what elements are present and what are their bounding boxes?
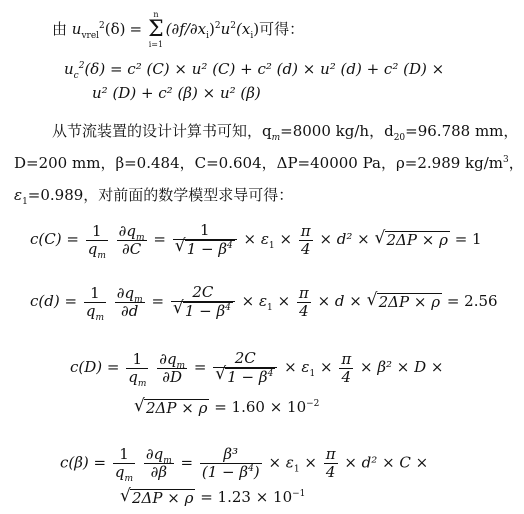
para-line2-sup: 3 [503,155,509,165]
eqc-lhs: c(C) = [30,230,79,248]
eqb-f2-num [144,446,174,464]
para-line1-sub: m [271,133,281,143]
sum-top: n [153,10,159,19]
eqd-rest: × ε [241,292,268,310]
lhs-sub: vrel [81,31,100,41]
equation-c-D-cont [134,398,319,417]
eqb-lhs: c(β) = [60,453,107,472]
eqc-rest3: × d² × [319,230,370,248]
para-line1-sub2: 20 [393,133,406,143]
eqD-frac3 [213,350,277,386]
para-line-2 [14,154,524,172]
equation-c-beta-cont [120,488,305,507]
eqD-f1-den-q: q [128,367,138,386]
eqd-f2-num [115,285,145,303]
uc-rest: (δ) = c² (C) × u² (C) + c² (d) × u² (d) + c² (D) × [84,60,445,78]
sigma-symbol: Σ [148,17,164,42]
eqd-eq: = [151,292,165,310]
term-sub: i [206,31,209,41]
para-line3-rest: =0.989，对前面的数学模型求导可得： [27,186,294,204]
term-close: ) [209,20,215,38]
eqd-frac3 [171,284,235,320]
eqd-lhs: c(d) = [30,292,78,310]
eqb-frac2 [144,446,174,481]
eqD-result: = 1.60 × 10 [214,398,307,416]
eqb-rest3: × d² × C × [344,453,429,472]
eqc-rest-sub: 1 [268,241,275,251]
intro-suffix: 可得： [259,20,305,38]
u-arg-sub: i [250,31,254,41]
eqc-f1-num: 1 [86,223,108,241]
eqc-f3-sqrt [175,240,235,258]
eqc-sqrt [375,231,450,249]
eqc-frac3 [173,222,237,258]
eqd-f1-den-q: q [85,301,96,320]
eqc-f3-rad [185,240,235,258]
para-line2-end: ， [508,154,524,172]
formula-uc-line1 [64,60,445,81]
eqb-f2-num-text: ∂q [145,445,164,463]
eqb-rest: × ε [268,453,294,472]
eqD-f1-den [126,367,148,389]
uc-sub: c [73,71,79,81]
term: (∂f/∂x [165,20,207,38]
u: u [220,20,231,38]
equation-c-C [30,221,482,261]
eqc-f3-den [173,240,237,258]
u-sup: 2 [230,21,236,31]
eqb-pi-frac [324,446,338,481]
eqd-f3-den-sup: 4 [225,303,231,313]
eqc-f2-den: ∂C [121,239,142,258]
lhs-u: u [71,20,82,38]
eqd-pi-num: π [298,283,309,302]
eqd-rad: 2ΔP × ρ [378,293,441,311]
eqb-f3-num: β³ [200,446,262,464]
uc-u: u [64,60,74,78]
eqD-f3-sqrt [215,368,275,386]
eqD-eq: = [193,358,207,376]
para-line3-epsilon: ε [14,186,23,204]
eqc-pi-num: π [300,221,311,240]
eqd-frac1 [84,283,106,323]
para-line3-sub: 1 [22,197,28,207]
eqd-f2-den: ∂d [121,301,139,320]
eqb-sqrt [120,489,195,507]
eqd-rest2: × [277,292,291,310]
eqd-f3-den-text: 1 − β [184,302,226,320]
eqc-f3-num: 1 [173,222,237,240]
para-line1-text: 从节流装置的设计计算书可知，q [52,122,272,140]
eqd-f3-num: 2C [171,284,235,302]
para-line-1 [52,122,519,143]
eqc-f1-den-sub: m [97,250,106,261]
eqc-f3-den-sup: 4 [227,241,233,251]
para-line1-rest2: =96.788 mm， [405,122,519,140]
eqb-frac1 [113,445,135,484]
eqD-f3-rad [225,368,275,386]
formula-intro-line [52,10,304,50]
para-line2-text: D=200 mm，β=0.484，C=0.604，ΔP=40000 Pa，ρ=2.989 kg/m [14,154,504,172]
u-arg-close: ) [253,20,260,38]
equation-c-beta [60,445,429,484]
eqD-rest-sub: 1 [309,369,316,379]
eqc-frac2 [117,223,147,258]
lhs-sup: 2 [99,21,105,31]
eqb-result-sup: −1 [292,489,306,499]
eqc-f1-den-q: q [87,239,98,258]
eqc-pi-frac [299,223,313,258]
eqd-f2-num-sub: m [134,294,143,305]
eqb-f3-den [200,464,262,481]
eqd-f3-den [171,302,235,320]
eqD-frac1 [126,349,148,389]
eqb-f3-den-text: (1 − β [201,463,249,481]
eqD-sqrt [134,399,209,417]
eqD-pi-frac [339,351,353,386]
eqb-f2-den: ∂β [150,463,168,481]
sum-bottom: i=1 [148,40,164,49]
eqD-f1-den-sub: m [137,378,147,389]
eqD-f2-den: ∂D [162,367,183,386]
eqc-f1-den [86,239,108,261]
eqc-rad: 2ΔP × ρ [386,231,448,249]
eqb-frac3 [200,446,262,481]
eqd-f3-rad [183,302,233,320]
formula-uc-line2 [92,84,261,102]
eqD-frac2 [157,351,187,386]
eqb-f1-den-q: q [114,463,125,481]
eqb-rest2: × [304,453,317,472]
eqd-f2-num-text: ∂q [116,283,135,302]
equation-c-D [70,349,444,389]
eqb-f1-num: 1 [113,446,135,464]
eqc-f2-num-sub: m [136,232,145,243]
eqb-f1-den [113,463,135,484]
eqD-f3-den [213,368,277,386]
eqD-pi-den: 4 [341,367,352,386]
eqb-pi-num: π [325,445,336,463]
eqd-f1-den-sub: m [95,312,104,323]
eqb-f3-den-close: ) [253,463,260,481]
eqc-frac1 [86,221,108,261]
eqb-eq: = [180,453,194,472]
eqD-f2-num-sub: m [176,360,186,371]
intro-prefix: 由 [52,20,72,38]
eqc-eq: = [153,230,166,248]
eqd-f1-den [84,301,106,323]
eqD-f1-num: 1 [126,351,148,369]
eqd-frac2 [115,285,145,320]
eqD-f2-num [157,351,187,369]
eqd-pi-den: 4 [299,301,309,320]
eqb-f3-den-sup: 4 [248,464,254,474]
term-sup: 2 [214,21,221,31]
u-arg: (x [236,20,251,38]
eqD-rest3: × β² × D × [359,358,444,376]
eqD-rad: 2ΔP × ρ [146,399,208,417]
eqc-f2-num [117,223,147,241]
summation [148,10,164,50]
eqD-pi-num: π [341,349,352,368]
eqb-pi-den: 4 [325,463,336,481]
eqc-result: = 1 [454,230,482,248]
eqd-result: = 2.56 [446,292,498,310]
eqc-pi-den: 4 [300,239,311,258]
eqD-result-sup: −2 [306,399,320,409]
eqd-sqrt [367,293,442,311]
equation-c-d [30,283,498,323]
eqb-rest-sub: 1 [293,464,300,475]
eqD-lhs: c(D) = [70,358,120,376]
eqd-rest3: × d × [317,292,362,310]
eqc-f2-num-text: ∂q [118,221,136,240]
eqD-rest: × ε [284,358,310,376]
eqc-rest2: × [279,230,293,248]
eqD-f3-num: 2C [213,350,277,368]
eqD-rest2: × [319,358,333,376]
para-line1-rest: =8000 kg/h，d [280,122,394,140]
uc-line2-text: u² (D) + c² (β) × u² (β) [92,84,261,102]
para-line-3 [14,186,294,207]
uc-sup: 2 [78,61,85,71]
eqc-f3-den-text: 1 − β [186,240,228,258]
eqb-f2-num-sub: m [163,456,172,466]
eqb-rad: 2ΔP × ρ [132,489,194,507]
lhs-arg: (δ) [104,20,126,38]
eqd-f1-num: 1 [84,285,106,303]
eqD-f3-den-text: 1 − β [227,368,268,386]
eqc-rest: × ε [243,230,269,248]
eqd-f3-sqrt [173,302,233,320]
eqb-f1-den-sub: m [124,474,134,484]
equals: = [129,20,143,38]
eqd-rest-sub: 1 [267,303,273,313]
eqb-result: = 1.23 × 10 [200,488,293,506]
eqD-f2-num-text: ∂q [159,349,177,368]
eqd-pi-frac [297,285,311,320]
eqD-f3-den-sup: 4 [267,369,274,379]
